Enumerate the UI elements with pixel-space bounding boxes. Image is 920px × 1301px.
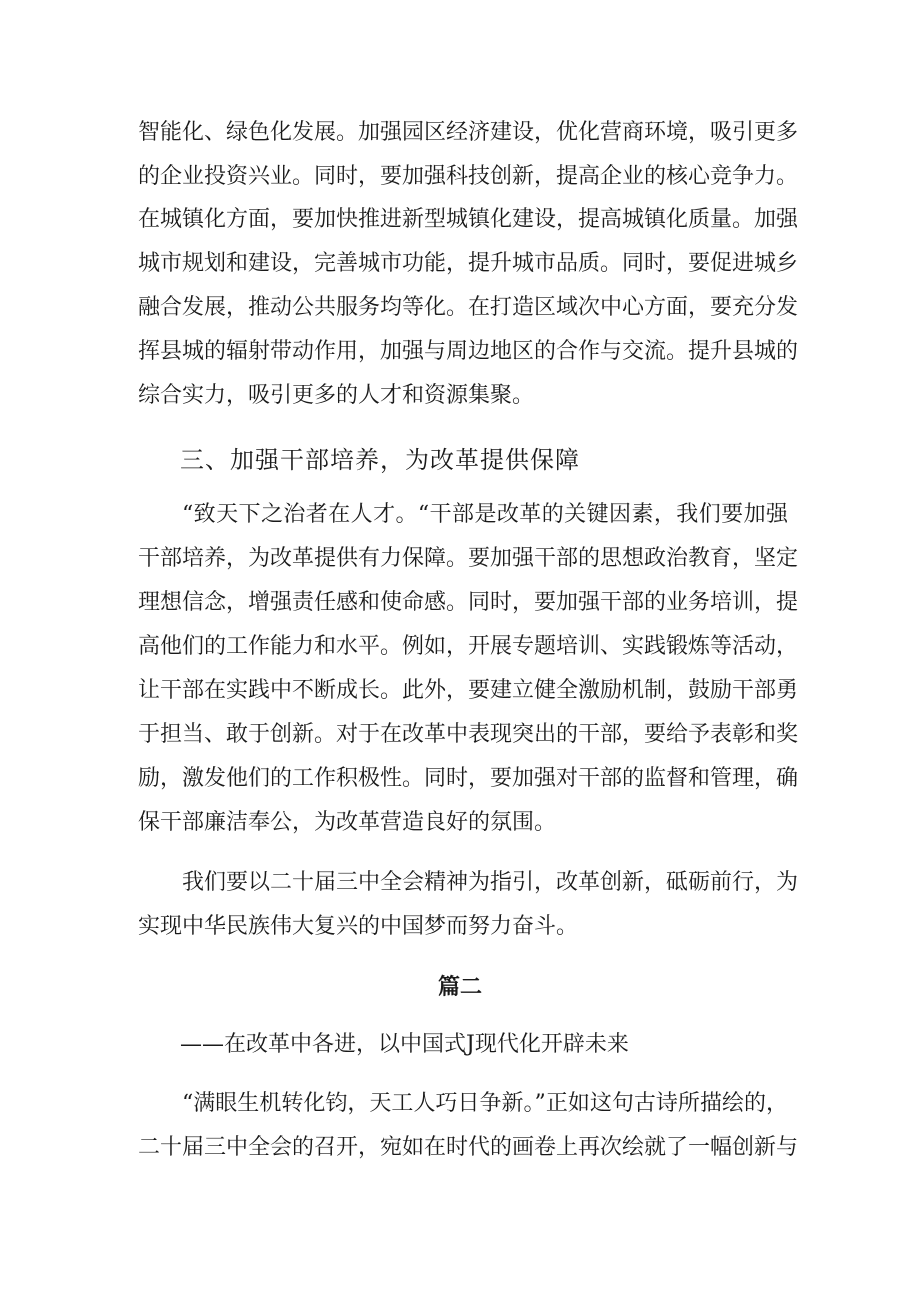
paragraph-2-line-4: 高他们的工作能力和水平。例如，开展专题培训、实践锻炼等活动， <box>138 634 799 659</box>
paragraph-3-line-2: 实现中华民族伟大复兴的中国梦而努力奋斗。 <box>138 914 579 939</box>
paragraph-4-line-2: 二十届三中全会的召开，宛如在时代的画卷上再次绘就了一幅创新与 <box>138 1135 799 1160</box>
paragraph-2-line-1: “致天下之治者在人才。“干部是改革的关键因素，我们要加强 <box>182 502 788 527</box>
paragraph-2-line-7: 励，激发他们的工作积极性。同时，要加强对干部的监督和管理，确 <box>138 766 799 791</box>
paragraph-1-line-4: 城市规划和建设，完善城市功能，提升城市品质。同时，要促进城乡 <box>138 251 799 276</box>
paragraph-1-line-1: 智能化、绿色化发展。加强园区经济建设，优化营商环境，吸引更多 <box>138 120 799 145</box>
part-subtitle: ——在改革中各进，以中国式J现代化开辟未来 <box>180 1032 629 1057</box>
paragraph-2-line-6: 于担当、敢于创新。对于在改革中表现突出的干部，要给予表彰和奖 <box>138 722 799 747</box>
paragraph-2-line-2: 干部培养，为改革提供有力保障。要加强干部的思想政治教育，坚定 <box>138 546 799 571</box>
paragraph-1-line-5: 融合发展，推动公共服务均等化。在打造区域次中心方面，要充分发 <box>138 295 799 320</box>
paragraph-2-line-8: 保干部廉洁奉公，为改革营造良好的氛围。 <box>138 810 557 835</box>
paragraph-2-line-3: 理想信念，增强责任感和使命感。同时，要加强干部的业务培训，提 <box>138 590 799 615</box>
paragraph-2-line-5: 让干部在实践中不断成长。此外，要建立健全激励机制，鼓励干部勇 <box>138 678 799 703</box>
section-heading: 三、加强干部培养，为改革提供保障 <box>180 446 580 474</box>
paragraph-3-line-1: 我们要以二十届三中全会精神为指引，改革创新，砥砺前行，为 <box>182 870 799 895</box>
paragraph-4-line-1: “满眼生机转化钧，天工人巧日争新。”正如这句古诗所描绘的， <box>182 1091 788 1116</box>
paragraph-1-line-3: 在城镇化方面，要加快推进新型城镇化建设，提高城镇化质量。加强 <box>138 207 799 232</box>
paragraph-1-line-2: 的企业投资兴业。同时，要加强科技创新，提高企业的核心竞争力。 <box>138 164 799 189</box>
paragraph-1-line-6: 挥县城的辐射带动作用，加强与周边地区的合作与交流。提升县城的 <box>138 339 799 364</box>
part-title: 篇二 <box>437 974 482 1000</box>
paragraph-1-line-7: 综合实力，吸引更多的人才和资源集聚。 <box>138 383 535 408</box>
